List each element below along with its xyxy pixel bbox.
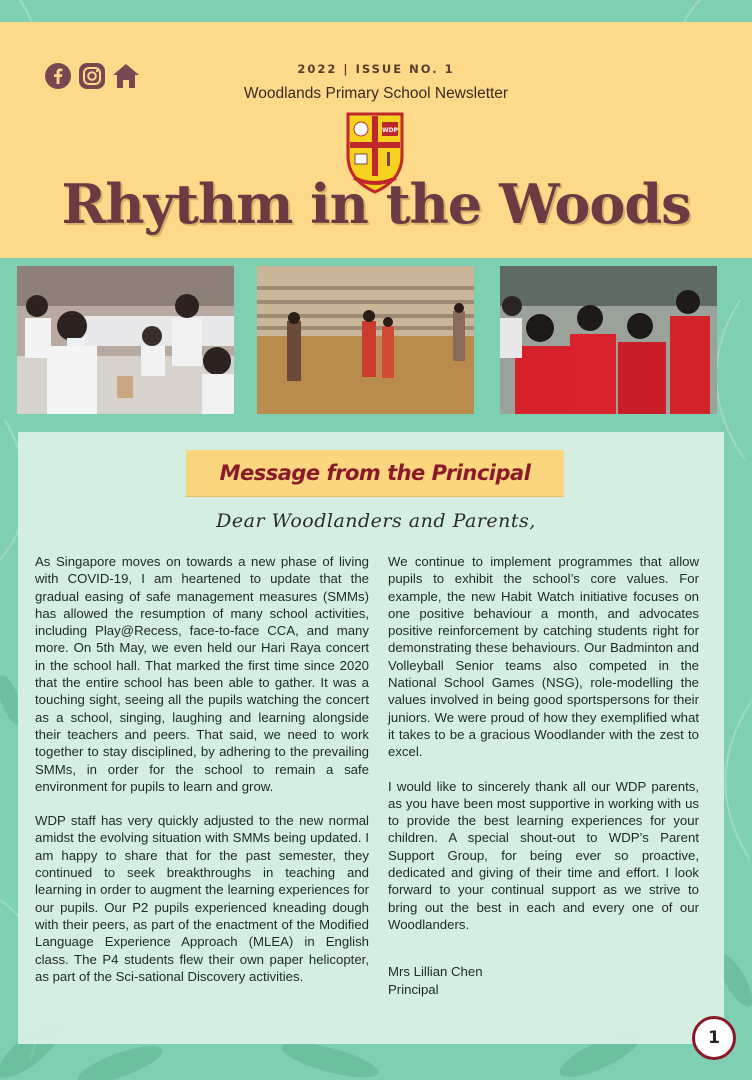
signature-title: Principal — [388, 981, 439, 997]
signature-block — [388, 963, 699, 998]
issue-line: 2022 | ISSUE NO. 1 — [297, 62, 455, 76]
message-left-column — [35, 553, 369, 1002]
sports-teams-photo — [500, 266, 717, 414]
message-right-column — [388, 553, 699, 998]
masthead-title: Rhythm in the Woods — [61, 172, 691, 236]
hari-raya-concert-photo — [257, 266, 474, 414]
message-title-banner — [186, 450, 564, 497]
salutation: Dear Woodlanders and Parents, — [216, 510, 536, 532]
school-name: Woodlands Primary School Newsletter — [243, 85, 509, 102]
newsletter-header — [0, 22, 752, 258]
page-number-badge: 1 — [692, 1016, 736, 1060]
message-paragraph: I would like to sincerely thank all our WDP parents, as you have been most supportive in working with us to provide the best learning experiences for your children. A special shout-out to WDP’s Parent Support Group, for being ever so proactive, dedicated and giving of their time and effort. I look forward to your continual support as we strive to bring out the best in each and every one of our Woodlanders. — [388, 778, 699, 932]
message-title: Message from the Principal — [219, 461, 531, 485]
pupils-kneading-dough-photo — [17, 266, 234, 414]
message-paragraph: We continue to implement programmes that allow pupils to exhibit the school’s core values. For example, the new Habit Watch initiative focuses on one positive behaviour a month, and advocates positive reinforcement by catching students right for demonstrating these behaviours. Our Badminton and Volleyball Senior teams also competed in the National School Games (NSG), role-modelling the values involved in being good sportspersons for their juniors. We were proud of how they exemplified what it takes to be a gracious Woodlander with the zest to excel. — [388, 554, 699, 760]
message-paragraph: As Singapore moves on towards a new phase of living with COVID-19, I am heartened to update that the gradual easing of safe management measures (SMMs) has allowed the resumption of many school activities, including Play@Recess, face-to-face CCA, and many more. On 5th May, we even held our Hari Raya concert in the school hall. That marked the first time since 2020 that the entire school has been able to gather. It was a touching sight, seeing all the pupils watching the concert as a school, singing, laughing and learning alongside their teachers and peers. That said, we need to work together to stay disciplined, by adhering to the prevailing SMMs, in order for the school to remain a safe environment for pupils to learn and grow. — [35, 554, 369, 794]
message-paragraph: WDP staff has very quickly adjusted to the new normal amidst the evolving situation with SMMs being updated. I am happy to share that for the past semester, they continued to seek breakthroughs in teaching and learning in order to augment the learning experiences for our pupils. Our P2 pupils experienced kneading dough with their peers, as part of the enactment of the Modified Language Experience Approach (MLEA) in English class. The P4 students flew their own paper helicopter, as part of the Sci-sational Discovery activities. — [35, 813, 369, 984]
svg-text:WDP: WDP — [382, 127, 398, 134]
signature-name: Mrs Lillian Chen — [388, 964, 483, 980]
